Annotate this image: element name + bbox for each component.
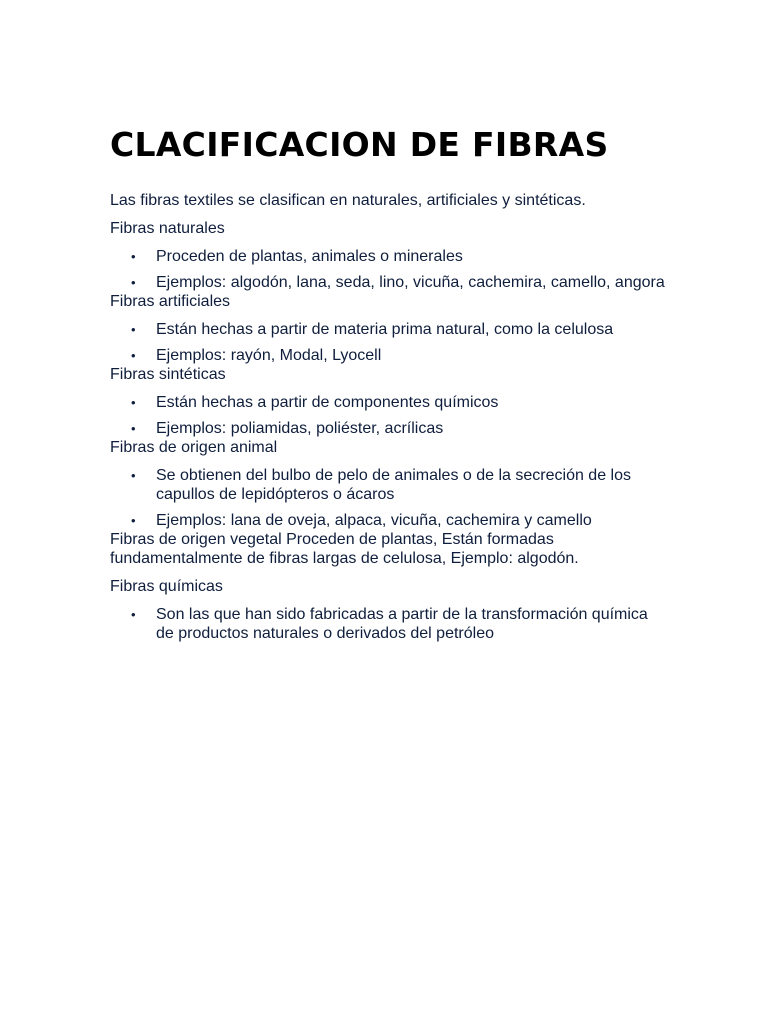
bullet-list-naturales: [110, 247, 670, 292]
bullet-list-artificiales: [110, 320, 670, 365]
list-item-text: Están hechas a partir de materia prima natural, como la celulosa: [156, 321, 614, 338]
list-item: [110, 273, 670, 292]
bullet-icon: •: [131, 348, 136, 363]
list-item-text: Son las que han sido fabricadas a partir de la transformación química de productos naturales o derivados del petróleo: [156, 606, 648, 642]
section-heading-origen-animal: Fibras de origen animal: [110, 439, 278, 456]
list-item-text: Ejemplos: algodón, lana, seda, lino, vicuña, cachemira, camello, angora: [156, 274, 665, 291]
list-item: [110, 393, 670, 412]
bullet-icon: •: [131, 421, 136, 436]
section-heading-quimicas: Fibras químicas: [110, 578, 223, 595]
list-item: [110, 247, 670, 266]
list-item: [110, 320, 670, 339]
list-item: [110, 346, 670, 365]
list-item: [110, 511, 670, 530]
bullet-icon: •: [131, 322, 136, 337]
bullet-icon: •: [131, 249, 136, 264]
list-item-text: Proceden de plantas, animales o minerales: [156, 248, 463, 265]
bullet-icon: •: [131, 607, 136, 622]
section-heading-sinteticas: Fibras sintéticas: [110, 366, 226, 383]
list-item-text: Ejemplos: poliamidas, poliéster, acrílicas: [156, 420, 444, 437]
bullet-icon: •: [131, 395, 136, 410]
list-item-text: Se obtienen del bulbo de pelo de animales o de la secreción de los capullos de lepidópteros o ácaros: [156, 467, 631, 503]
list-item: [110, 419, 670, 438]
list-item-text: Ejemplos: rayón, Modal, Lyocell: [156, 347, 382, 364]
list-item-text: Ejemplos: lana de oveja, alpaca, vicuña, cachemira y camello: [156, 512, 592, 529]
section-heading-naturales: Fibras naturales: [110, 220, 225, 237]
bullet-list-quimicas: [110, 605, 670, 643]
page-title: CLACIFICACION DE FIBRAS: [110, 125, 609, 164]
vegetal-paragraph: Fibras de origen vegetal Proceden de plantas, Están formadas fundamentalmente de fibras largas de celulosa, Ejemplo: algodón.: [110, 531, 579, 567]
intro-paragraph: Las fibras textiles se clasifican en naturales, artificiales y sintéticas.: [110, 192, 586, 209]
bullet-list-origen-animal: [110, 466, 670, 530]
bullet-icon: •: [131, 275, 136, 290]
list-item: [110, 466, 670, 504]
bullet-icon: •: [131, 468, 136, 483]
bullet-list-sinteticas: [110, 393, 670, 438]
list-item-text: Están hechas a partir de componentes químicos: [156, 394, 499, 411]
bullet-icon: •: [131, 513, 136, 528]
section-heading-artificiales: Fibras artificiales: [110, 293, 231, 310]
list-item: [110, 605, 670, 643]
document-page: [110, 123, 670, 643]
